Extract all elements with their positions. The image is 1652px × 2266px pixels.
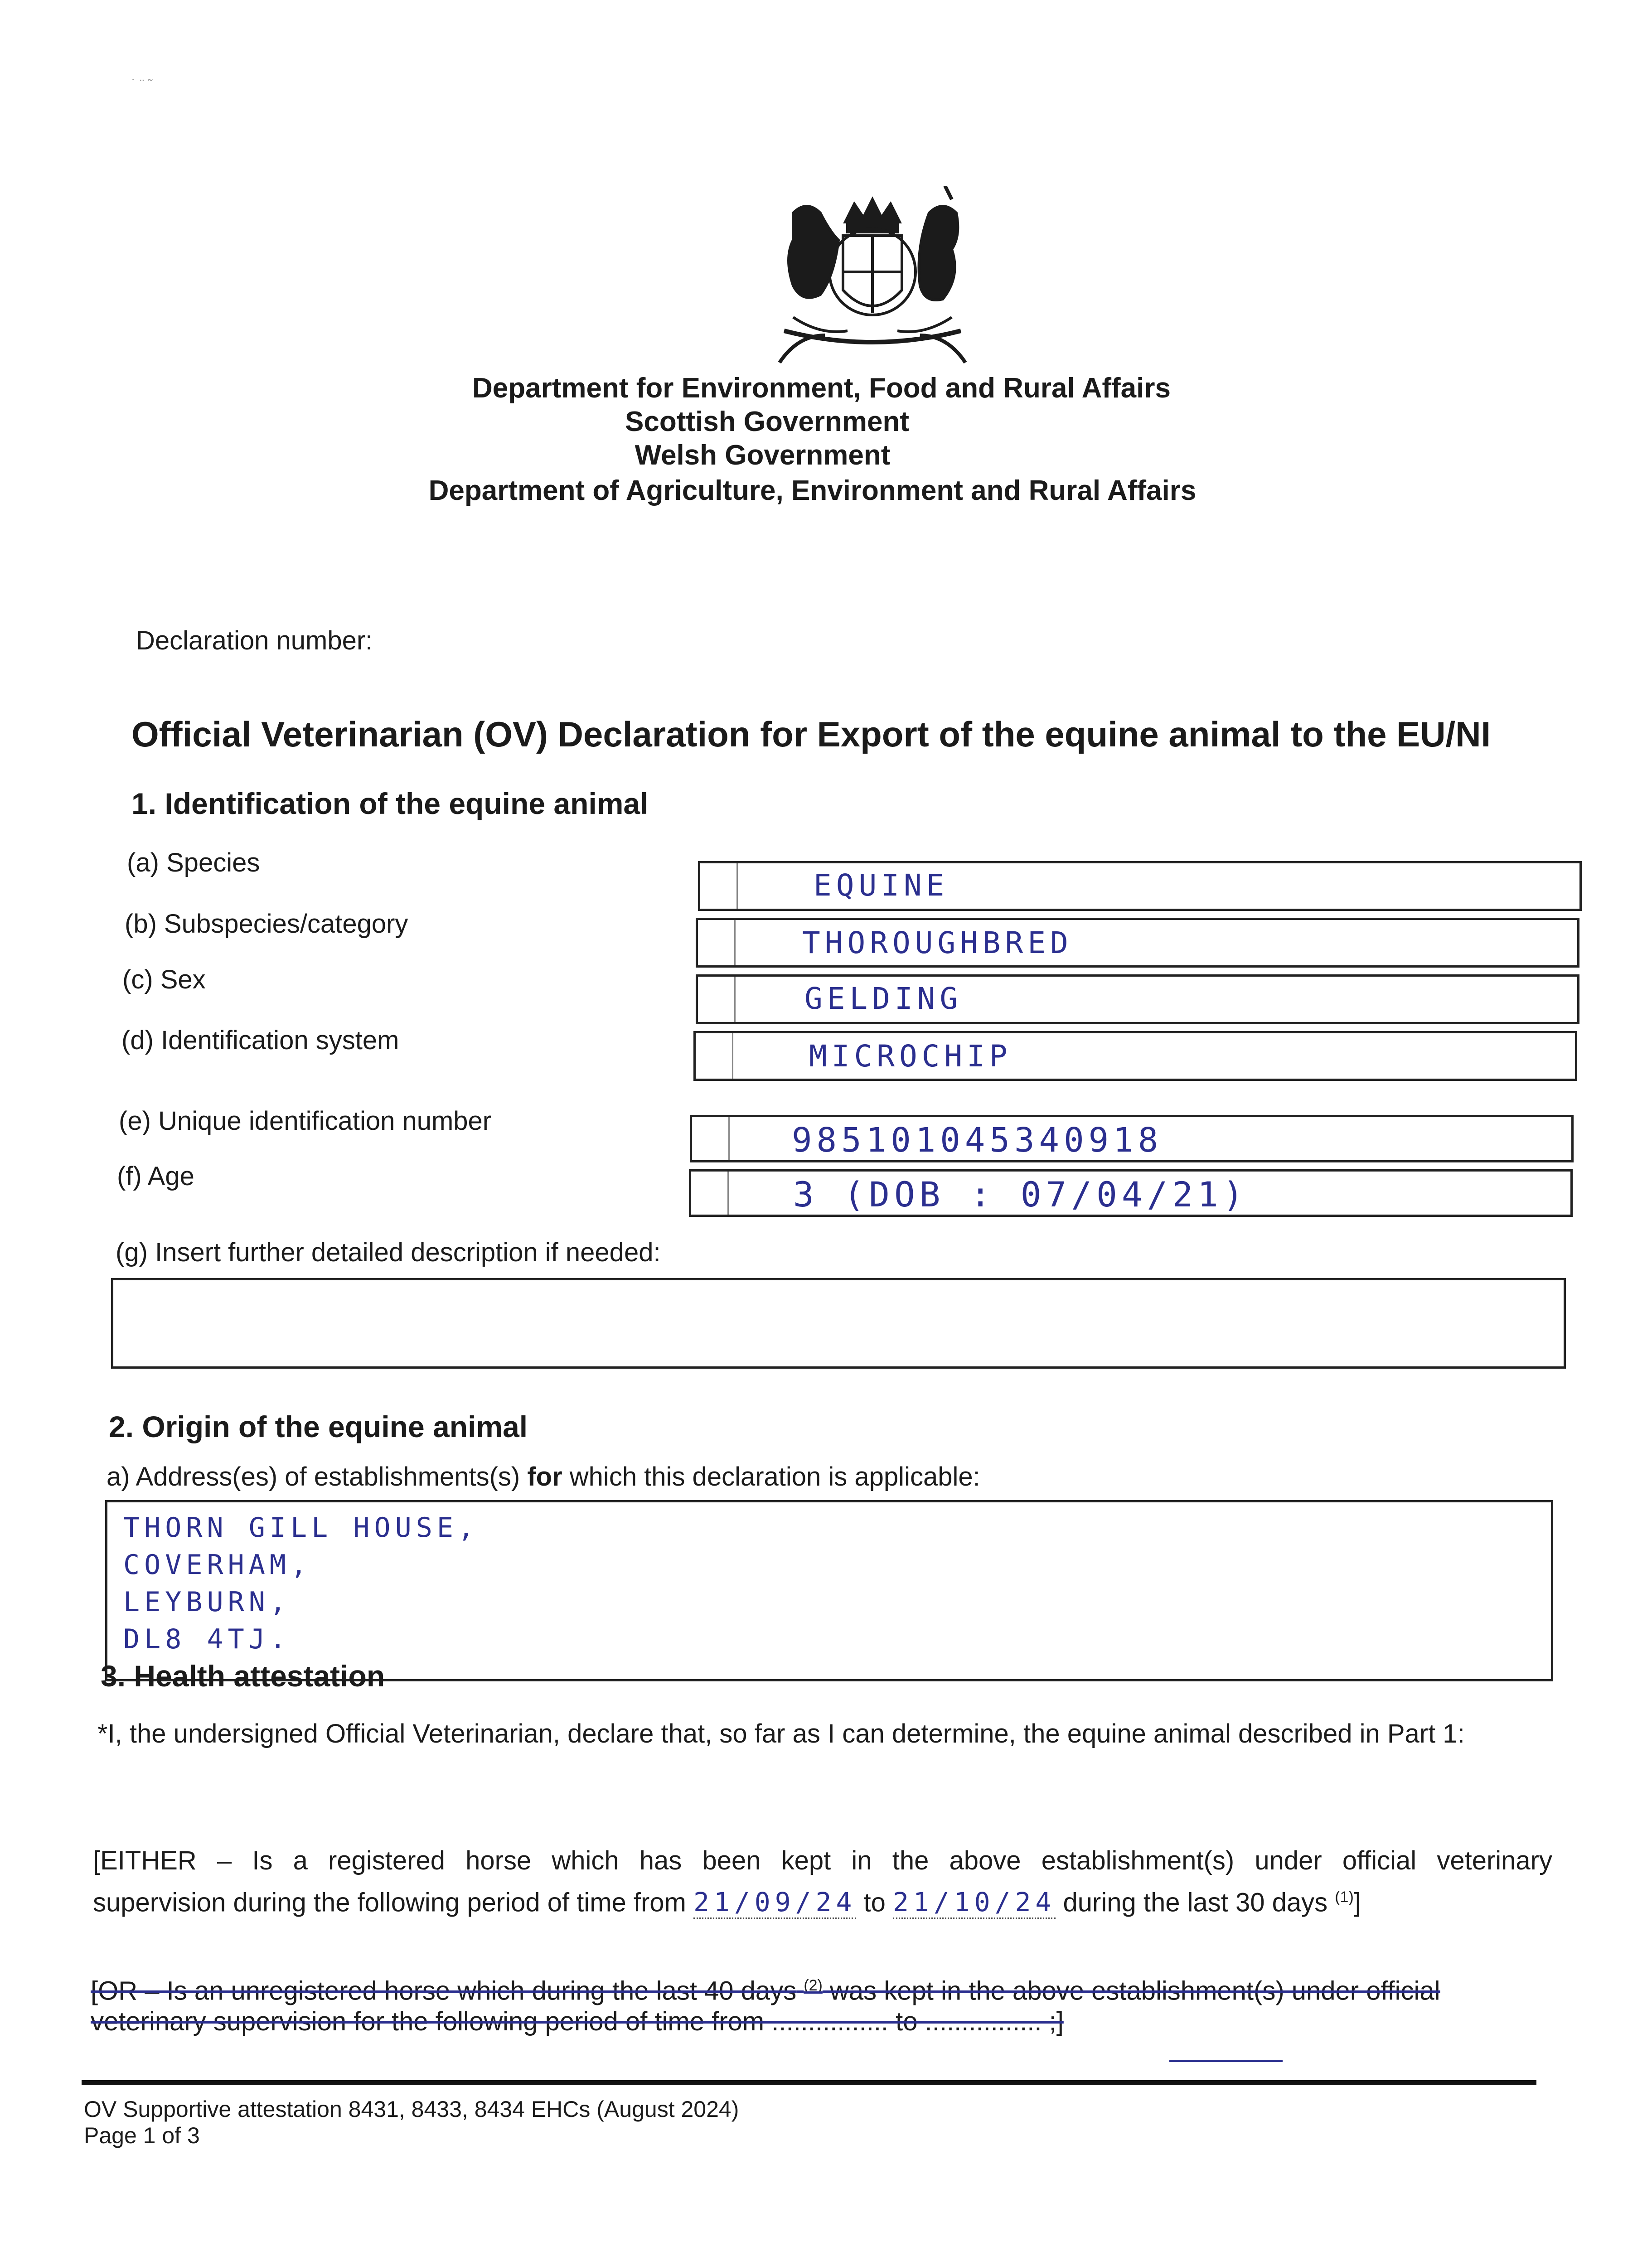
address-text xyxy=(123,1509,479,1658)
age-value: 3 (DOB : 07/04/21) xyxy=(793,1174,1248,1215)
address-label: a) Address(es) of establishments(s) for which this declaration is applicable: xyxy=(107,1462,980,1491)
further-description-field[interactable] xyxy=(111,1278,1566,1369)
royal-coat-of-arms-icon xyxy=(766,186,979,367)
unique-id-value: 985101045340918 xyxy=(792,1121,1163,1160)
footer-rule xyxy=(82,2080,1536,2085)
section1-heading: 1. Identification of the equine animal xyxy=(131,787,649,820)
identification-system-label: (d) Identification system xyxy=(121,1026,399,1055)
sex-label: (c) Sex xyxy=(122,965,206,994)
department-name: Department of Agriculture, Environment and Rural Affairs xyxy=(428,475,1197,506)
further-description-label: (g) Insert further detailed description if needed: xyxy=(116,1238,661,1267)
health-attestation-intro: *I, the undersigned Official Veterinarian, declare that, so far as I can determine, the equine animal described in Part 1: xyxy=(97,1719,1465,1748)
either-option-line1: [EITHER – Is a registered horse which has been kept in the above establishment(s) under official veterinary xyxy=(93,1846,1552,1875)
department-name: Welsh Government xyxy=(635,440,891,471)
species-label: (a) Species xyxy=(127,848,260,877)
either-from-date: 21/09/24 xyxy=(693,1887,856,1919)
sex-field[interactable] xyxy=(696,974,1579,1024)
department-name: Scottish Government xyxy=(625,406,909,437)
either-option-line2: supervision during the following period of time from 21/09/24 to 21/10/24 during the last 30 days $^{(1)}$] xyxy=(93,1881,1552,1919)
address-line: COVERHAM, xyxy=(123,1549,312,1581)
address-line: DL8 4TJ. xyxy=(123,1623,291,1655)
subspecies-value: THOROUGHBRED xyxy=(802,925,1073,960)
subspecies-field[interactable] xyxy=(696,918,1579,968)
footer-attestation-code: OV Supportive attestation 8431, 8433, 8434 EHCs (August 2024) xyxy=(84,2097,739,2122)
scan-speck: ˙ ¨ ˜ xyxy=(131,77,153,92)
footer-page-number: Page 1 of 3 xyxy=(84,2123,200,2148)
document-title: Official Veterinarian (OV) Declaration for Export of the equine animal to the EU/NI xyxy=(131,714,1491,754)
department-name: Department for Environment, Food and Rural Affairs xyxy=(472,373,1171,404)
either-to-date: 21/10/24 xyxy=(893,1887,1056,1919)
unique-id-field[interactable] xyxy=(690,1115,1574,1162)
or-option-line2: veterinary supervision for the following period of time from ................ to ................ ;] xyxy=(91,2007,1064,2036)
species-field[interactable] xyxy=(698,861,1582,911)
strike-underline xyxy=(1169,2060,1283,2062)
section2-heading: 2. Origin of the equine animal xyxy=(109,1410,528,1443)
sex-value: GELDING xyxy=(804,981,963,1016)
address-line: LEYBURN, xyxy=(123,1586,291,1618)
address-field[interactable] xyxy=(105,1500,1553,1681)
subspecies-label: (b) Subspecies/category xyxy=(125,909,408,939)
address-line: THORN GILL HOUSE, xyxy=(123,1512,479,1544)
identification-system-field[interactable] xyxy=(693,1031,1577,1081)
identification-system-value: MICROCHIP xyxy=(809,1039,1012,1074)
species-value: EQUINE xyxy=(814,868,949,903)
or-option-line1: [OR – Is an unregistered horse which during the last 40 days $^{(2)}$ was kept in the above establishment(s) under official xyxy=(91,1976,1440,2006)
age-label: (f) Age xyxy=(117,1162,194,1191)
unique-id-label: (e) Unique identification number xyxy=(119,1106,492,1136)
age-field[interactable] xyxy=(689,1169,1573,1217)
section3-heading: 3. Health attestation xyxy=(101,1659,385,1693)
declaration-number-label: Declaration number: xyxy=(136,626,373,655)
